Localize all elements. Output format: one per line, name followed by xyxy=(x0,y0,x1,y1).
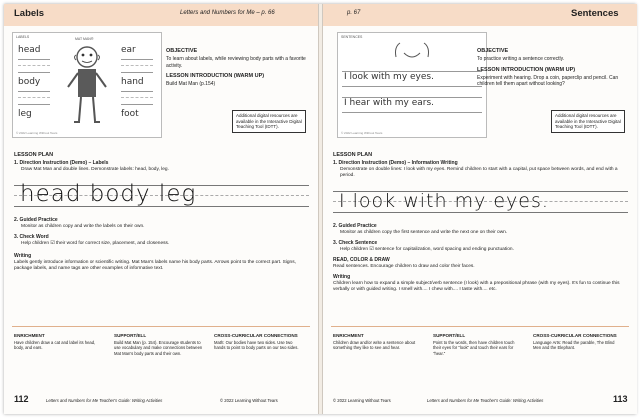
column-text: Math: Our bodies have two sides. Use two hands to point to body parts on our two sides. xyxy=(214,340,299,351)
objective-text: To practice writing a sentence correctly. xyxy=(477,56,565,62)
step-2-text: Monitor as children copy the first sentence and write the next one on their own. xyxy=(340,230,508,235)
sentence-1: I look with my eyes. xyxy=(344,72,434,82)
divider xyxy=(331,326,629,327)
column-heading: CROSS-CURRICULAR CONNECTIONS xyxy=(214,333,298,338)
page-reference: Letters and Numbers for Me – p. 66 xyxy=(180,10,275,16)
label-head: head xyxy=(18,45,41,55)
objective-text: To learn about labels, while reviewing body parts with a favorite activity. xyxy=(166,56,306,69)
column-heading: ENRICHMENT xyxy=(14,333,45,338)
page-title: Sentences xyxy=(571,8,619,19)
cross-curricular-column xyxy=(214,333,304,351)
left-footer xyxy=(4,386,318,414)
column-text: Build Mat Man (p. 154). Encourage students to use vocabulary and make connections between Mat Man's body parts and their own. xyxy=(114,340,203,356)
label-body: body xyxy=(18,77,41,87)
step-1-title: 1. Direction Instruction (Demo) – Labels xyxy=(14,160,109,166)
writing-box xyxy=(121,59,153,73)
writing-box xyxy=(18,91,50,105)
intro-heading: LESSON INTRODUCTION (WARM UP) xyxy=(166,73,265,79)
step-2-text: Monitor as children copy and write the labels on their own. xyxy=(21,224,145,229)
step-1-text: Draw Mat Man and double lines. Demonstrate labels: head, body, leg. xyxy=(21,167,169,172)
right-header xyxy=(323,4,637,26)
step-2-title: 2. Guided Practice xyxy=(14,217,58,223)
page-number: 113 xyxy=(613,394,628,404)
right-page xyxy=(322,4,637,414)
labels-worksheet xyxy=(12,32,162,138)
footer-title: Letters and Numbers for Me Teacher's Guide: Writing Activities xyxy=(46,398,163,403)
step-3-title: 3. Check Sentence xyxy=(333,240,378,246)
worksheet-footer: © 2022 Learning Without Tears xyxy=(16,131,58,135)
footer-title: Letters and Numbers for Me Teacher's Guide: Writing Activities xyxy=(427,398,544,403)
mat-man-illustration xyxy=(65,43,109,129)
column-heading: SUPPORT/ELL xyxy=(114,333,147,338)
worksheet-caption: MAT MAN® xyxy=(75,37,94,41)
writing-box xyxy=(121,91,153,105)
worksheet-footer: © 2022 Learning Without Tears xyxy=(341,131,383,135)
enrichment-column xyxy=(333,333,423,351)
writing-title: Writing xyxy=(14,253,32,259)
column-heading: CROSS-CURRICULAR CONNECTIONS xyxy=(533,333,617,338)
label-foot: foot xyxy=(121,109,139,119)
handwriting-text: I look with my eyes. xyxy=(339,190,549,212)
worksheet-tag: SENTENCES xyxy=(341,35,363,39)
writing-text: Labels gently introduce information or scientific writing. Mat Man's labels name his body parts. Arrows point to the correct part. Signs, package labels, and name tags are other examples of informative text. xyxy=(14,260,296,271)
extension-columns xyxy=(323,329,637,379)
objective-section xyxy=(166,48,318,92)
support-ell-column xyxy=(114,333,204,356)
lesson-plan xyxy=(14,152,309,272)
support-ell-column xyxy=(433,333,523,356)
step-3-text: Help children ☑ sentence for capitalization, word spacing and ending punctuation. xyxy=(340,247,514,252)
intro-text: Experiment with hearing. Drop a coin, paperclip and pencil. Can children tell them apart without looking? xyxy=(477,74,619,87)
label-ear: ear xyxy=(121,45,136,55)
writing-title: Writing xyxy=(333,274,351,280)
step-2-title: 2. Guided Practice xyxy=(333,223,377,229)
book-spread xyxy=(4,4,636,414)
lesson-plan-heading: LESSON PLAN xyxy=(14,152,54,158)
step-1-title: 1. Direction Instruction (Demo) – Information Writing xyxy=(333,160,458,166)
left-page xyxy=(4,4,319,414)
objective-heading: OBJECTIVE xyxy=(477,48,509,54)
digital-resources-note: Additional digital resources are available in the Interactive Digital Teaching Tool (IDTT). xyxy=(232,110,306,133)
step-3-text: Help children ☑ their word for correct size, placement, and closeness. xyxy=(21,241,170,246)
sentence-2: I hear with my ears. xyxy=(344,98,435,108)
intro-heading: LESSON INTRODUCTION (WARM UP) xyxy=(477,66,576,73)
objective-section xyxy=(477,48,629,92)
label-hand: hand xyxy=(121,77,144,87)
read-color-draw-title: READ, COLOR & DRAW xyxy=(333,257,390,263)
extension-columns xyxy=(4,329,318,379)
lesson-plan-heading: LESSON PLAN xyxy=(333,152,373,158)
column-text: Have children draw a cat and label its head, body, and ears. xyxy=(14,340,96,351)
writing-text: Children learn how to expand a simple subject/verb sentence (I look) with a prepositional phrase (with my eyes). It's fun to continue this verbally or with guided writing. I smell with.... I chew with.... I taste with.... etc. xyxy=(333,281,620,292)
cross-curricular-column xyxy=(533,333,623,351)
handwriting-demo xyxy=(14,179,309,211)
column-text: Point to the words, then have children touch their eyes for "look" and touch their ears for "hear." xyxy=(433,340,515,356)
column-heading: ENRICHMENT xyxy=(333,333,364,338)
column-heading: SUPPORT/ELL xyxy=(433,333,466,338)
digital-resources-note: Additional digital resources are available in the Interactive Digital Teaching Tool (IDTT). xyxy=(551,110,625,133)
step-3-title: 3. Check Word xyxy=(14,234,49,240)
lesson-plan xyxy=(333,152,628,293)
column-text: Language Arts: Read the parable, The Blind Men and the Elephant. xyxy=(533,340,615,351)
enrichment-column xyxy=(14,333,104,351)
step-1-text: Demonstrate on double lines: I look with my eyes. Remind children to start with a capital, put space between words, and end with a period. xyxy=(340,167,618,178)
page-title: Labels xyxy=(14,8,45,19)
footer-copyright: © 2022 Learning Without Tears xyxy=(220,398,278,403)
writing-box xyxy=(18,59,50,73)
column-text: Children draw and/or write a sentence about something they like to see and hear. xyxy=(333,340,416,351)
sentences-worksheet xyxy=(337,32,487,138)
intro-text: Build Mat Man (p.154) xyxy=(166,81,216,87)
handwriting-demo xyxy=(333,185,628,217)
footer-copyright: © 2022 Learning Without Tears xyxy=(333,398,391,403)
handwriting-text: head body leg xyxy=(20,181,197,207)
page-reference: p. 67 xyxy=(347,10,361,16)
face-illustration xyxy=(390,39,434,63)
page-number: 112 xyxy=(14,394,29,404)
right-footer xyxy=(323,386,637,414)
left-header xyxy=(4,4,318,26)
objective-heading: OBJECTIVE xyxy=(166,48,198,54)
read-color-draw-text: Read sentences. Encourage children to draw and color their faces. xyxy=(333,264,475,269)
label-leg: leg xyxy=(18,109,32,119)
worksheet-tag: LABELS xyxy=(16,35,30,39)
divider xyxy=(12,326,310,327)
